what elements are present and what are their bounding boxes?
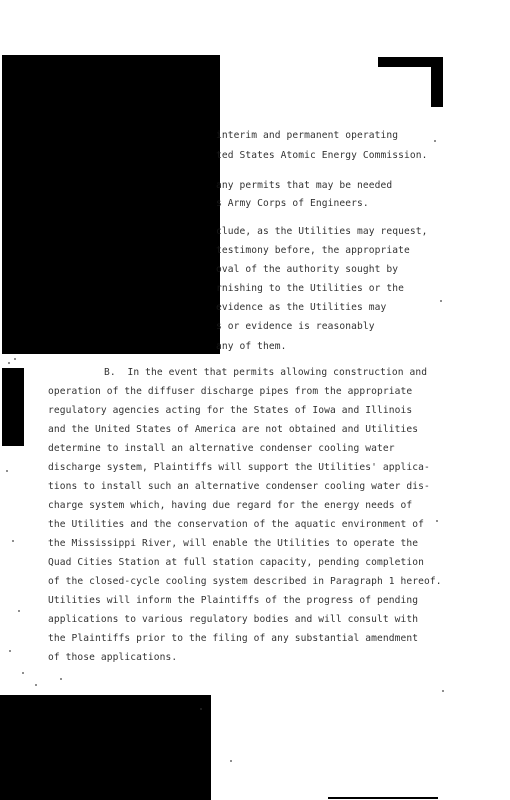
redaction-block-top-left — [2, 55, 220, 354]
paragraph-line: B. In the event that permits allowing construction and — [104, 367, 428, 378]
fragment-line: testimony before, the appropriate — [216, 245, 410, 256]
paragraph-line: Utilities will inform the Plaintiffs of the progress of pending — [48, 595, 419, 606]
scan-speck — [8, 362, 10, 364]
scan-speck — [230, 760, 232, 762]
scan-speck — [14, 358, 16, 360]
scan-speck — [18, 610, 20, 612]
scan-speck — [9, 650, 11, 652]
paragraph-line: the Plaintiffs prior to the filing of any substantial amendment — [48, 633, 419, 644]
paragraph-line: of the closed-cycle cooling system described in Paragraph 1 hereof. — [48, 576, 442, 587]
fragment-line: oval of the authority sought by — [216, 264, 399, 275]
fragment-line: ted States Atomic Energy Commission. — [216, 150, 428, 161]
paragraph-line: applications to various regulatory bodies and will consult with — [48, 614, 419, 625]
paragraph-line: Quad Cities Station at full station capacity, pending completion — [48, 557, 425, 568]
fragment-line: rnishing to the Utilities or the — [216, 283, 405, 294]
paragraph-line: discharge system, Plaintiffs will support the Utilities' applica- — [48, 462, 430, 473]
paragraph-line: regulatory agencies acting for the States of Iowa and Illinois — [48, 405, 413, 416]
paragraph-line: the Mississippi River, will enable the Utilities to operate the — [48, 538, 419, 549]
fragment-line: evidence as the Utilities may — [216, 302, 387, 313]
paragraph-line: of those applications. — [48, 652, 178, 663]
scan-speck — [12, 540, 14, 542]
fragment-line: interim and permanent operating — [216, 130, 399, 141]
scan-speck — [434, 140, 436, 142]
redaction-block-right-edge — [431, 67, 443, 107]
paragraph-line: charge system which, having due regard for the energy needs of — [48, 500, 413, 511]
redaction-block-bottom-left — [0, 695, 211, 800]
paragraph-line: and the United States of America are not obtained and Utilities — [48, 424, 419, 435]
fragment-line: clude, as the Utilities may request, — [216, 226, 428, 237]
redaction-block-top-right — [378, 57, 443, 67]
paragraph-line: the Utilities and the conservation of the aquatic environment of — [48, 519, 425, 530]
scan-speck — [60, 678, 62, 680]
paragraph-line: determine to install an alternative condenser cooling water — [48, 443, 395, 454]
scan-speck — [442, 690, 444, 692]
paragraph-line: tions to install such an alternative condenser cooling water dis- — [48, 481, 430, 492]
redaction-block-left-margin — [2, 368, 24, 446]
scan-speck — [35, 684, 37, 686]
fragment-line: any of them. — [216, 341, 287, 352]
scan-speck — [440, 300, 442, 302]
bottom-rule — [328, 797, 438, 799]
scan-speck — [436, 520, 438, 522]
fragment-line: any permits that may be needed — [216, 180, 393, 191]
scan-speck — [200, 708, 202, 710]
scan-speck — [22, 672, 24, 674]
fragment-line: s Army Corps of Engineers. — [216, 198, 369, 209]
fragment-line: s or evidence is reasonably — [216, 321, 375, 332]
scan-speck — [6, 470, 8, 472]
paragraph-line: operation of the diffuser discharge pipes from the appropriate — [48, 386, 413, 397]
